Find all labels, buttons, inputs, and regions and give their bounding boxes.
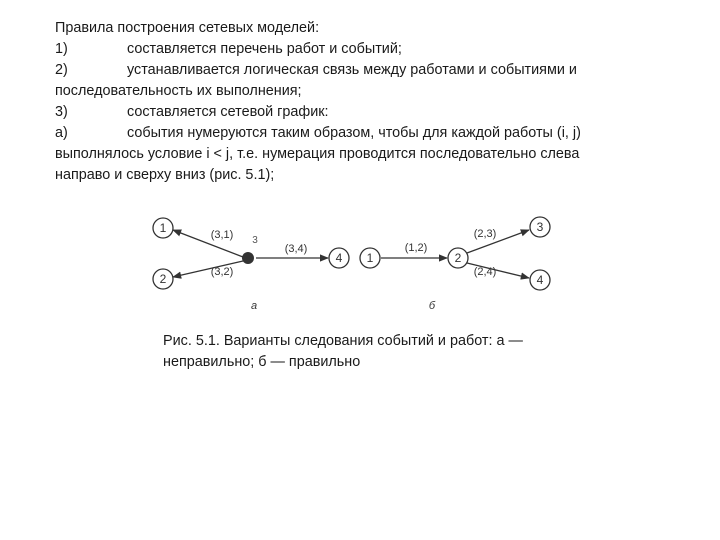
list-item-number: 1) bbox=[55, 41, 68, 57]
list-item-2-continuation: последовательность их выполнения; bbox=[55, 83, 302, 99]
list-item-number: а) bbox=[55, 125, 68, 141]
caption-line-2: неправильно; б — правильно bbox=[163, 354, 361, 370]
list-item-text: составляется перечень работ и событий; bbox=[127, 41, 402, 57]
list-item-3 bbox=[55, 102, 665, 123]
node-label: 4 bbox=[335, 251, 343, 265]
document-text bbox=[55, 18, 665, 186]
node-label: 2 bbox=[159, 272, 167, 286]
list-item-a-continuation-1: выполнялось условие i < j, т.е. нумерация проводится последовательно слева bbox=[55, 146, 580, 162]
node-label: 3 bbox=[536, 220, 544, 234]
list-item-a-continuation-2: направо и сверху вниз (рис. 5.1); bbox=[55, 167, 275, 183]
list-item-number: 3) bbox=[55, 104, 68, 120]
figure-caption bbox=[163, 331, 583, 373]
list-item-text: составляется сетевой график: bbox=[127, 104, 329, 120]
diagram-label-a: а bbox=[250, 300, 258, 312]
node-label: 4 bbox=[536, 273, 544, 287]
network-figure bbox=[140, 205, 580, 325]
diagram-label-b: б bbox=[428, 300, 436, 312]
node-label: 1 bbox=[159, 221, 167, 235]
list-item-a bbox=[55, 123, 665, 144]
node-label: 2 bbox=[454, 251, 462, 265]
diagram-a bbox=[153, 218, 349, 312]
edge-label: (2,3) bbox=[473, 228, 497, 240]
list-item-2 bbox=[55, 60, 665, 81]
edge-label: (3,1) bbox=[210, 229, 234, 241]
list-item-text: устанавливается логическая связь между работами и событиями и bbox=[127, 62, 577, 78]
node-a-3 bbox=[242, 252, 254, 264]
node-label-small: 3 bbox=[252, 235, 258, 246]
caption-line-1: Рис. 5.1. Варианты следования событий и работ: а — bbox=[163, 333, 523, 349]
network-diagrams-svg bbox=[140, 205, 580, 325]
document-title: Правила построения сетевых моделей: bbox=[55, 20, 320, 36]
list-item-1 bbox=[55, 39, 665, 60]
list-item-text: события нумеруются таким образом, чтобы для каждой работы (i, j) bbox=[127, 125, 581, 141]
edge-label: (3,4) bbox=[284, 243, 308, 255]
edge-label: (3,2) bbox=[210, 266, 234, 278]
node-label: 1 bbox=[366, 251, 374, 265]
diagram-b bbox=[360, 217, 550, 312]
edge-label: (2,4) bbox=[473, 266, 497, 278]
list-item-number: 2) bbox=[55, 62, 68, 78]
edge-label: (1,2) bbox=[404, 242, 428, 254]
